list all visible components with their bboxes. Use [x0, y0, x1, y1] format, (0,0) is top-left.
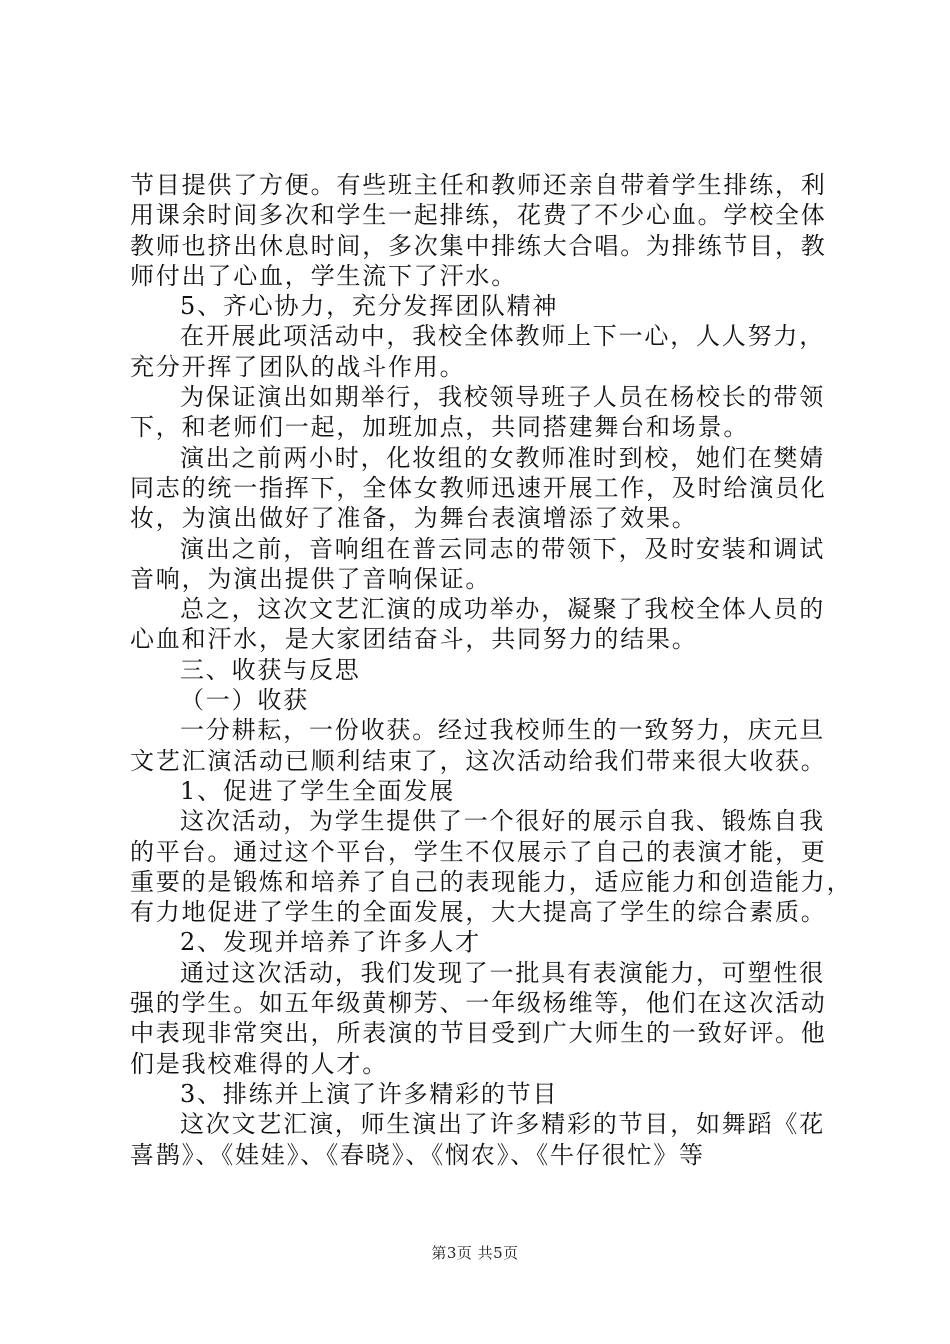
text-line: 们是我校难得的人才。 [130, 1049, 388, 1078]
text-line: 有力地促进了学生的全面发展，大大提高了学生的综合素质。 [130, 898, 827, 927]
text-line: 5、齐心协力，充分发挥团队精神 [180, 292, 559, 321]
text-line: 心血和汗水，是大家团结奋斗，共同努力的结果。 [130, 625, 698, 654]
text-line: 下，和老师们一起，加班加点，共同搭建舞台和场景。 [130, 413, 750, 442]
page-footer: 第3页 共5页 [431, 1244, 519, 1262]
text-line: 教师也挤出休息时间，多次集中排练大合唱。为排练节目，教 [130, 231, 827, 260]
text-line: 文艺汇演活动已顺利结束了，这次活动给我们带来很大收获。 [130, 746, 827, 775]
text-line: 强的学生。如五年级黄柳芳、一年级杨维等，他们在这次活动 [130, 989, 827, 1018]
text-line: 为保证演出如期举行，我校领导班子人员在杨校长的带领 [180, 383, 825, 412]
text-line: 一分耕耘，一份收获。经过我校师生的一致努力，庆元旦 [180, 716, 825, 745]
text-line: 喜鹊》、《娃娃》、《春晓》、《悯农》、《牛仔很忙》等 [130, 1140, 705, 1169]
text-line: 节目提供了方便。有些班主任和教师还亲自带着学生排练，利 [130, 171, 827, 199]
text-line: 音响，为演出提供了音响保证。 [130, 564, 492, 593]
text-line: 1、促进了学生全面发展 [180, 776, 456, 805]
text-line: 3、排练并上演了许多精彩的节目 [180, 1079, 559, 1108]
text-line: 重要的是锻炼和培养了自己的表现能力，适应能力和创造能力， [130, 867, 853, 896]
text-line: 三、收获与反思 [180, 655, 361, 684]
text-line: 同志的统一指挥下，全体女教师迅速开展工作，及时给演员化 [130, 473, 827, 502]
text-line: 妆，为演出做好了准备，为舞台表演增添了效果。 [130, 504, 698, 533]
text-line: 这次文艺汇演，师生演出了许多精彩的节目，如舞蹈《花 [180, 1110, 825, 1139]
text-line: 用课余时间多次和学生一起排练，花费了不少心血。学校全体 [130, 201, 827, 230]
text-line: （一）收获 [180, 686, 309, 715]
document-body [130, 170, 853, 1170]
text-line: 的平台。通过这个平台，学生不仅展示了自己的表演才能，更 [130, 837, 827, 866]
text-line: 在开展此项活动中，我校全体教师上下一心，人人努力， [180, 322, 825, 351]
text-line: 通过这次活动，我们发现了一批具有表演能力，可塑性很 [180, 958, 825, 987]
text-line: 演出之前两小时，化妆组的女教师准时到校，她们在樊婧 [180, 443, 825, 472]
text-line: 充分开挥了团队的战斗作用。 [130, 352, 466, 381]
text-line: 中表现非常突出，所表演的节目受到广大师生的一致好评。他 [130, 1019, 827, 1048]
text-line: 2、发现并培养了许多人才 [180, 928, 481, 957]
text-line: 总之，这次文艺汇演的成功举办，凝聚了我校全体人员的 [180, 595, 825, 624]
text-line: 这次活动，为学生提供了一个很好的展示自我、锻炼自我 [180, 807, 825, 836]
text-line: 演出之前，音响组在普云同志的带领下，及时安装和调试 [180, 534, 825, 563]
text-line: 师付出了心血，学生流下了汗水。 [130, 261, 517, 290]
